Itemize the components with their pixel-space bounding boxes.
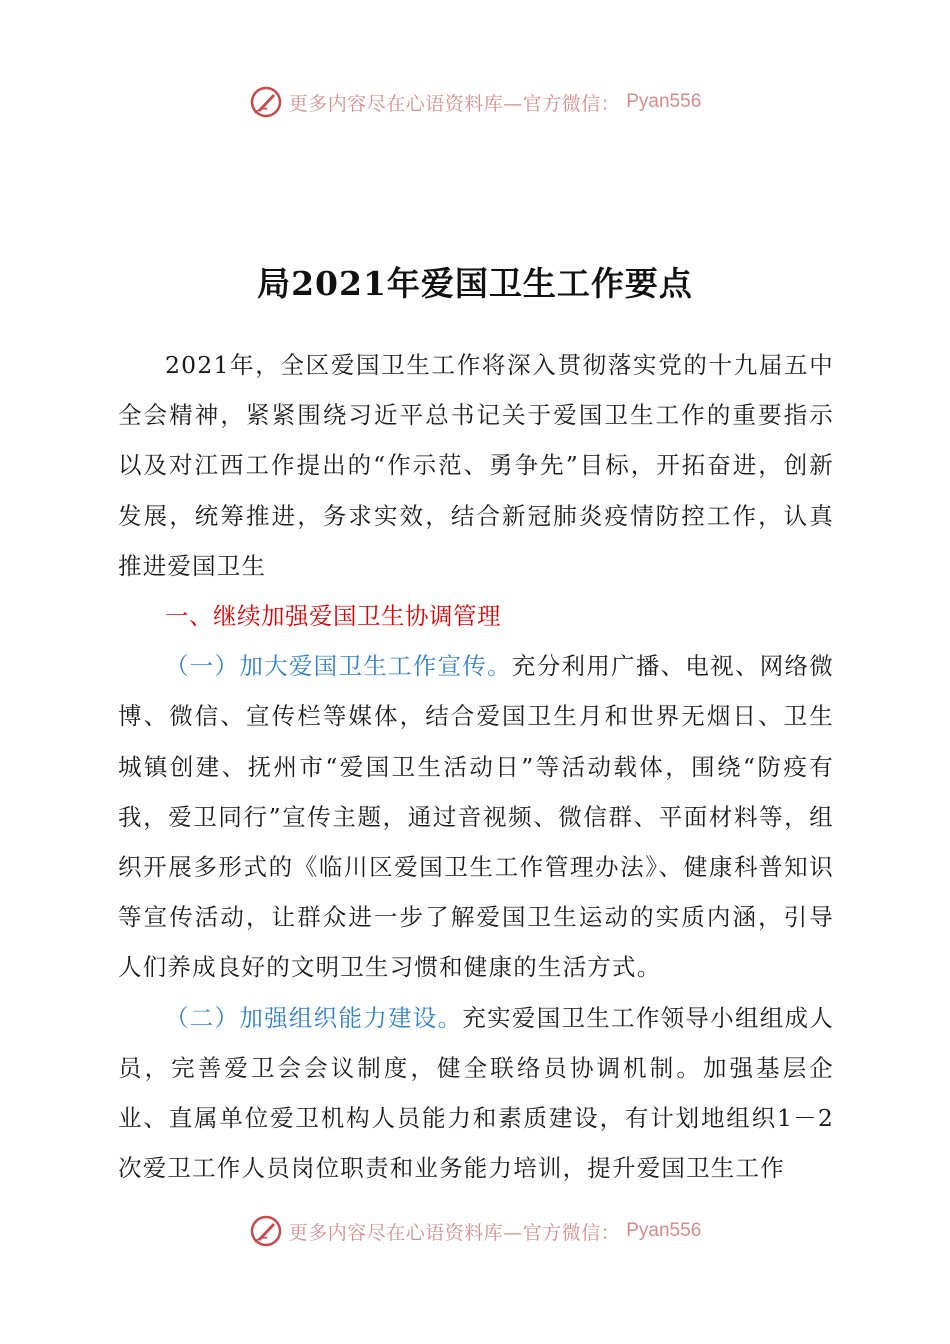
- item-1-body: 充分利用广播、电视、网络微博、微信、宣传栏等媒体，结合爱国卫生月和世界无烟日、卫生城镇创建、抚州市“爱国卫生活动日”等活动载体，围绕“防疫有我，爱卫同行”宣传主题，通过音视频、微信群、平面材料等，组织开展多形式的《临川区爱国卫生工作管理办法》、健康科普知识等宣传活动，让群众进一步了解爱国卫生运动的实质内涵，引导人们养成良好的文明卫生习惯和健康的生活方式。: [118, 652, 834, 982]
- section-heading: 一、继续加强爱国卫生协调管理: [165, 602, 501, 631]
- watermark-footer: [0, 1211, 950, 1251]
- intro-paragraph: 2021年，全区爱国卫生工作将深入贯彻落实党的十九届五中全会精神，紧紧围绕习近平总书记关于爱国卫生工作的重要指示以及对江西工作提出的“作示范、勇争先”目标，开拓奋进，创新发展，统筹推进，务求实效，结合新冠肺炎疫情防控工作，认真推进爱国卫生: [118, 351, 834, 580]
- watermark-text: 更多内容尽在心语资料库—官方微信：: [288, 92, 621, 115]
- watermark-wechat-id: Pyan556: [626, 91, 702, 112]
- paragraph-item-1: [118, 641, 834, 992]
- quill-logo-icon: [249, 85, 283, 119]
- item-1-label: （一）加大爱国卫生工作宣传。: [165, 652, 512, 681]
- watermark-wechat-id: Pyan556: [626, 1220, 702, 1241]
- item-2-label: （二）加强组织能力建设。: [165, 1003, 463, 1032]
- watermark-header: [0, 82, 950, 122]
- quill-logo-icon: [249, 1214, 283, 1248]
- document-title: 局2021年爱国卫生工作要点: [257, 264, 693, 303]
- document-body: [118, 340, 834, 1193]
- paragraph-item-2: [118, 993, 834, 1194]
- watermark-text: 更多内容尽在心语资料库—官方微信：: [288, 1221, 621, 1244]
- item-2-body: 充实爱国卫生工作领导小组组成人员，完善爱卫会会议制度，健全联络员协调机制。加强基层企业、直属单位爱卫机构人员能力和素质建设，有计划地组织1－2次爱卫工作人员岗位职责和业务能力培训，提升爱国卫生工作: [118, 1003, 835, 1183]
